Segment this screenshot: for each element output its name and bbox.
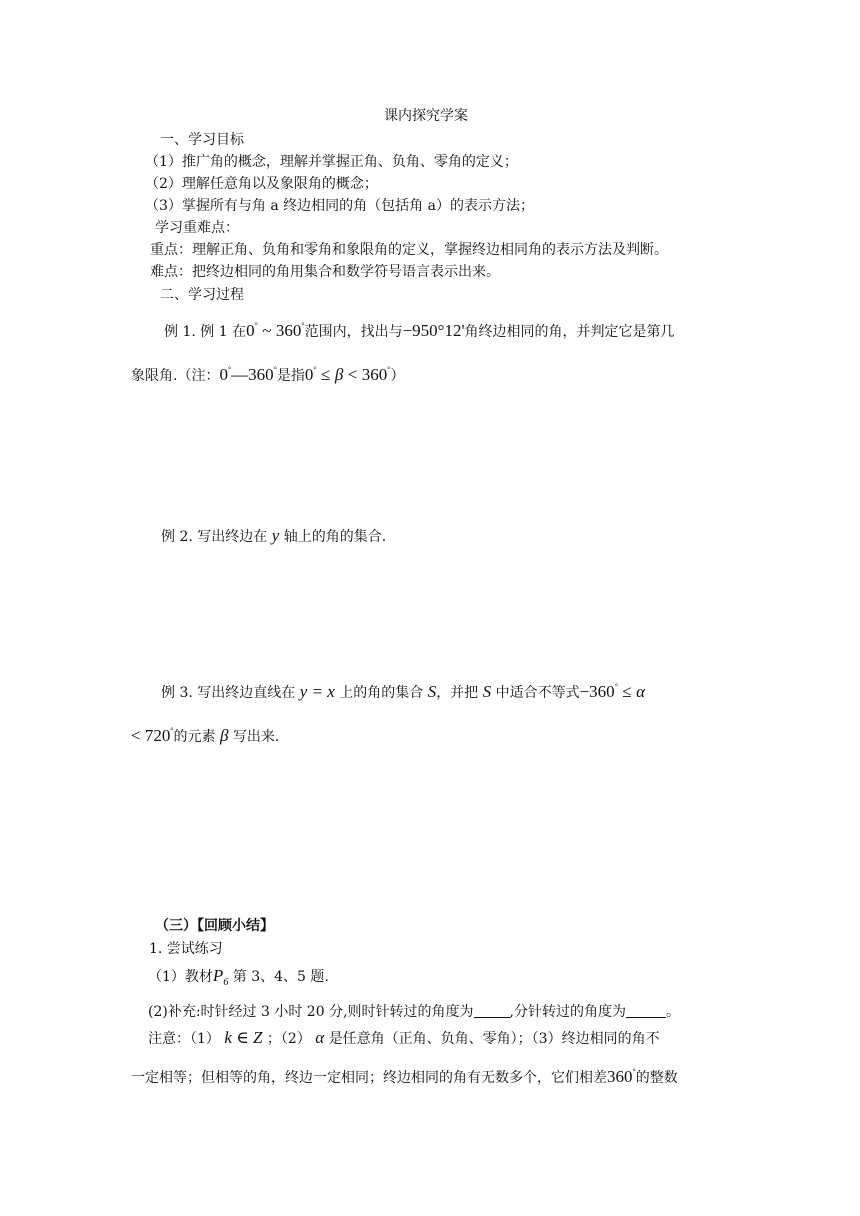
ex1-leq: ≤	[321, 365, 331, 384]
ex1-angle: −950°12'	[402, 321, 465, 340]
example-1-line-2	[131, 360, 404, 386]
example-1-line-1	[164, 316, 675, 342]
note-line-1	[148, 1028, 660, 1049]
ex1-text-d: 象限角.（注：	[131, 368, 220, 384]
practice-item-2	[148, 1002, 680, 1022]
ex3-neg-360: −360°	[579, 682, 618, 701]
ex1-dash-360: —360°	[231, 365, 277, 384]
ex3-text-g: 的元素	[173, 729, 216, 745]
note-line-2	[131, 1062, 678, 1088]
ex1-lt: <	[347, 365, 358, 384]
ex2-text-b: 轴上的角的集合.	[283, 529, 387, 545]
key-point: 重点：理解正角、负角和零角和象限角的定义，掌握终边相同角的表示方法及判断。	[150, 242, 668, 258]
ex1-text-l: ）	[390, 368, 405, 384]
ex1-360: 360°	[361, 365, 391, 384]
p1-text-b: 第 3、4、5 题.	[232, 969, 329, 985]
ex3-set-s: S	[427, 682, 437, 701]
p2-text-b: ,分针转过的角度为	[509, 1004, 626, 1020]
p2-text-c: 。	[665, 1004, 680, 1020]
section3-heading: （三）【回顾小结】	[155, 918, 274, 934]
section2-heading: 二、学习过程	[160, 287, 244, 303]
ex2-y: y	[271, 526, 280, 545]
ex1-beta: β	[334, 365, 344, 384]
ex1-zero: 0°	[219, 365, 232, 384]
ex1-text-c: 角终边相同的角，并判定它是第几	[464, 324, 675, 340]
ex3-text-d: 中适合不等式	[495, 685, 580, 701]
ex1-zero-b: 0°	[304, 365, 317, 384]
example-2	[161, 526, 386, 547]
note-360: 360°	[607, 1067, 636, 1086]
ex3-text-h: 写出来.	[232, 729, 280, 745]
example-3-line-1	[161, 677, 645, 703]
ex3-set-s-2: S	[482, 682, 492, 701]
ex3-beta: β	[220, 726, 229, 745]
answer-blank-hour[interactable]	[474, 1003, 510, 1018]
ex1-text-a: 例 1. 例 1 在	[164, 324, 247, 340]
answer-blank-minute[interactable]	[626, 1003, 666, 1018]
ex3-lt-720: < 720°	[131, 726, 174, 745]
practice-heading: 1. 尝试练习	[149, 941, 223, 957]
ex2-text-a: 例 2. 写出终边在	[161, 529, 268, 545]
ex3-equation: y = x	[299, 682, 335, 701]
note-text-b: ；（2）	[266, 1031, 311, 1047]
difficulty: 难点：把终边相同的角用集合和数学符号语言表示出来。	[150, 264, 500, 280]
ex1-range-from: 0°	[246, 321, 258, 340]
goal-item-2: （2）理解任意角以及象限角的概念；	[145, 176, 378, 192]
note-text-a: 注意：（1）	[148, 1031, 220, 1047]
p2-text-a: (2)补充:时针经过 3 小时 20 分,则时针转过的角度为	[148, 1004, 474, 1020]
goal-item-1: （1）推广角的概念，理解并掌握正角、负角、零角的定义；	[145, 154, 518, 170]
ex1-text-b: 范围内，找出与	[304, 324, 403, 340]
practice-item-1	[148, 966, 329, 993]
note-text-d: 一定相等；但相等的角，终边一定相同；终边相同的角有无数多个，它们相差	[131, 1070, 607, 1086]
section1-heading: 一、学习目标	[160, 132, 244, 148]
example-3-line-2	[131, 721, 279, 747]
ex3-text-b: 上的角的集合	[339, 685, 424, 701]
ex3-leq: ≤	[622, 682, 632, 701]
note-text-c: 是任意角（正角、负角、零角）；（3）终边相同的角不	[328, 1031, 660, 1047]
note-alpha: α	[315, 1028, 325, 1047]
note-k-in-z: k ∈ Z	[224, 1028, 263, 1047]
ex3-text-a: 例 3. 写出终边直线在	[161, 685, 296, 701]
p1-text-a: （1）教材	[148, 969, 213, 985]
ex1-text-g: 是指	[276, 368, 305, 384]
page-title: 课内探究学案	[384, 108, 468, 124]
key-heading: 学习重难点：	[155, 220, 239, 236]
ex1-tilde: ~	[262, 321, 272, 340]
goal-item-3: （3）掌握所有与角 a 终边相同的角（包括角 a）的表示方法；	[145, 198, 534, 214]
p1-page-ref: $P_6$	[212, 966, 229, 988]
ex3-text-c: ，并把	[436, 685, 479, 701]
ex3-alpha: α	[636, 682, 646, 701]
ex1-range-to: 360°	[275, 321, 305, 340]
note-text-e: 的整数	[635, 1070, 678, 1086]
